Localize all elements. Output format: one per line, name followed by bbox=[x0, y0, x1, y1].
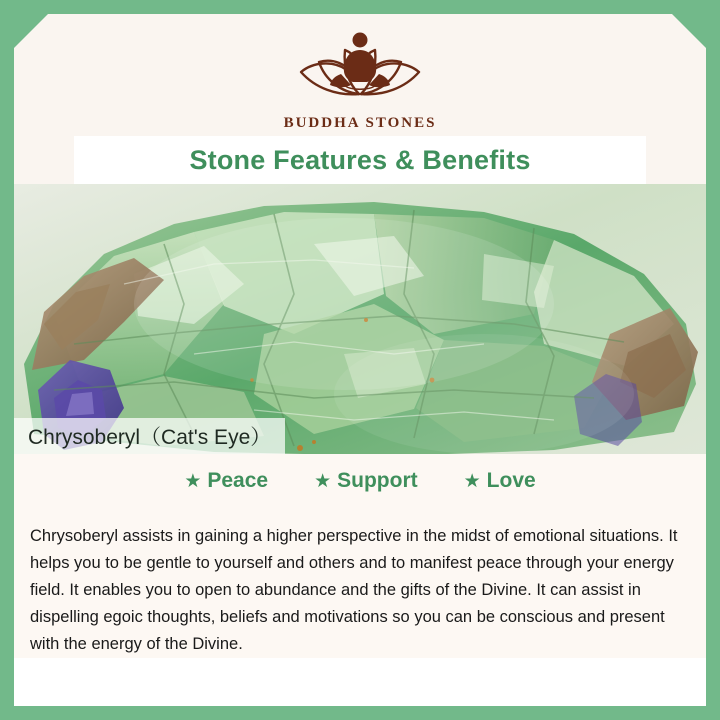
poster-card bbox=[14, 14, 706, 706]
keyword-label: Love bbox=[486, 469, 536, 492]
stone-description: Chrysoberyl assists in gaining a higher perspective in the midst of emotional situations. It helps you to be gentle to yourself and others and to manifest peace through your energy field. It enables you to open to abundance and the gifts of the Divine. It can assist in dispelling egoic thoughts, beliefs and motivations so you can be conscious and present with the energy of the Divine. bbox=[30, 526, 678, 653]
brand-logo bbox=[14, 22, 706, 132]
star-icon: ★ bbox=[463, 470, 481, 492]
title-band bbox=[74, 136, 646, 184]
bottom-spacer bbox=[14, 658, 706, 706]
keyword-label: Peace bbox=[207, 469, 269, 492]
stone-caption bbox=[14, 418, 285, 454]
keyword-item-peace bbox=[184, 469, 268, 493]
lotus-meditation-icon bbox=[14, 22, 706, 113]
keyword-list bbox=[14, 469, 706, 493]
keyword-label: Support bbox=[337, 469, 418, 492]
star-icon: ★ bbox=[184, 470, 202, 492]
stone-name: Chrysoberyl（Cat's Eye） bbox=[28, 426, 272, 449]
star-icon: ★ bbox=[314, 470, 332, 492]
keyword-item-support bbox=[314, 469, 418, 493]
page-title: Stone Features & Benefits bbox=[189, 144, 531, 175]
keyword-item-love bbox=[464, 469, 536, 493]
brand-name: BUDDHA STONES bbox=[283, 115, 437, 131]
